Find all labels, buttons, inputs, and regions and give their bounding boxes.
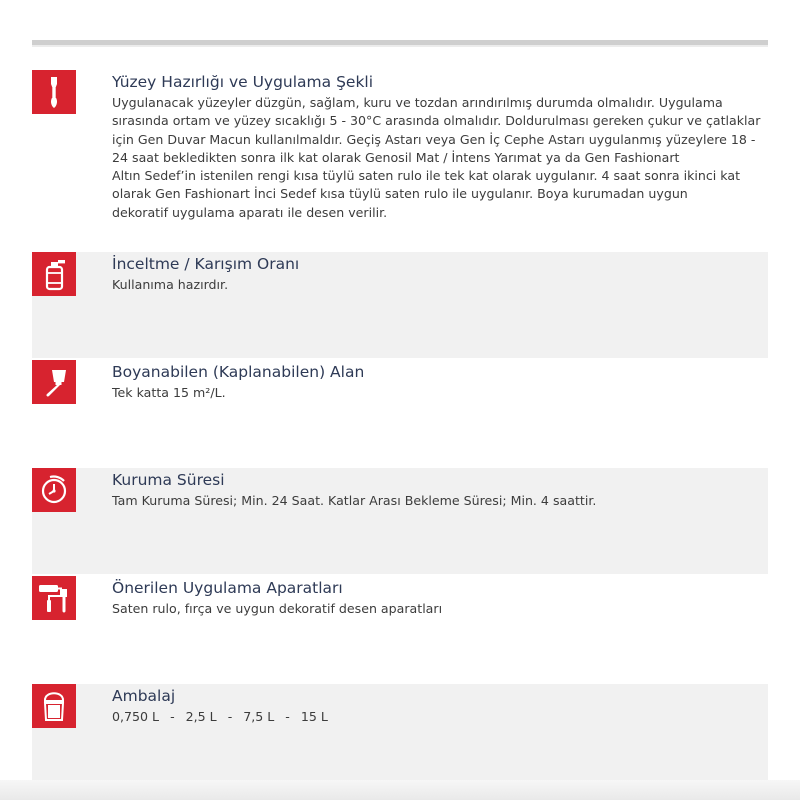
section-title: Önerilen Uygulama Aparatları xyxy=(112,579,343,597)
section-body: Tam Kuruma Süresi; Min. 24 Saat. Katlar Arası Bekleme Süresi; Min. 4 saattir. xyxy=(112,493,597,508)
body-line: Altın Sedef’in istenilen rengi kısa tüylü saten rulo ile tek kat olarak uygulanır. 4 saat sonra ikinci kat xyxy=(112,168,741,184)
body-line: Uygulanacak yüzeyler düzgün, sağlam, kuru ve tozdan arındırılmış durumda olmalıdır. Uygulama xyxy=(112,95,723,110)
section-thinning xyxy=(32,252,768,358)
brush-icon xyxy=(32,70,76,114)
section-surface-prep xyxy=(32,70,768,240)
separator: - xyxy=(227,709,233,724)
package-size: 2,5 L xyxy=(185,709,217,724)
paint-brush-icon xyxy=(32,360,76,404)
section-title: İnceltme / Karışım Oranı xyxy=(112,255,300,273)
body-line: olarak Gen Fashionart İnci Sedef kısa tüylü saten rulo ile uygulanır. Boya kurumadan uygun xyxy=(112,186,688,202)
body-line: için Gen Duvar Macun kullanılmaldır. Geçiş Astarı veya Gen İç Cephe Astarı uygulanmış yüzeylere 18 - xyxy=(112,131,756,147)
section-title: Ambalaj xyxy=(112,687,176,705)
package-size: 7,5 L xyxy=(243,709,275,724)
body-line: dekoratif uygulama aparatı ile desen verilir. xyxy=(112,204,388,220)
section-title: Yüzey Hazırlığı ve Uygulama Şekli xyxy=(112,73,374,91)
section-title: Kuruma Süresi xyxy=(112,471,225,489)
separator: - xyxy=(170,709,175,724)
section-body: Tek katta 15 m²/L. xyxy=(112,385,226,400)
roller-brush-icon xyxy=(32,576,76,620)
package-size: 0,750 L xyxy=(112,709,160,724)
section-coverage xyxy=(32,360,768,460)
section-tools xyxy=(32,576,768,676)
section-body xyxy=(112,94,768,222)
section-drying-time xyxy=(32,468,768,574)
bottom-fade xyxy=(0,780,800,800)
spray-can-icon xyxy=(32,252,76,296)
package-sizes xyxy=(112,708,768,726)
separator: - xyxy=(285,709,290,724)
body-line: sırasında ortam ve yüzey sıcaklığı 5 - 30°C arasında olmalıdır. Doldurulması gereken çukur ve çatlaklar xyxy=(112,113,761,129)
paint-bucket-icon xyxy=(32,684,76,728)
section-body: Kullanıma hazırdır. xyxy=(112,277,229,292)
clock-icon xyxy=(32,468,76,512)
section-body: Saten rulo, fırça ve uygun dekoratif desen aparatları xyxy=(112,601,443,616)
package-size: 15 L xyxy=(300,709,328,724)
body-line: 24 saat bekledikten sonra ilk kat olarak Genosil Mat / İntens Yarımat ya da Gen Fashionart xyxy=(112,149,680,165)
section-title: Boyanabilen (Kaplanabilen) Alan xyxy=(112,363,365,381)
section-packaging xyxy=(32,684,768,780)
top-divider xyxy=(32,40,768,47)
